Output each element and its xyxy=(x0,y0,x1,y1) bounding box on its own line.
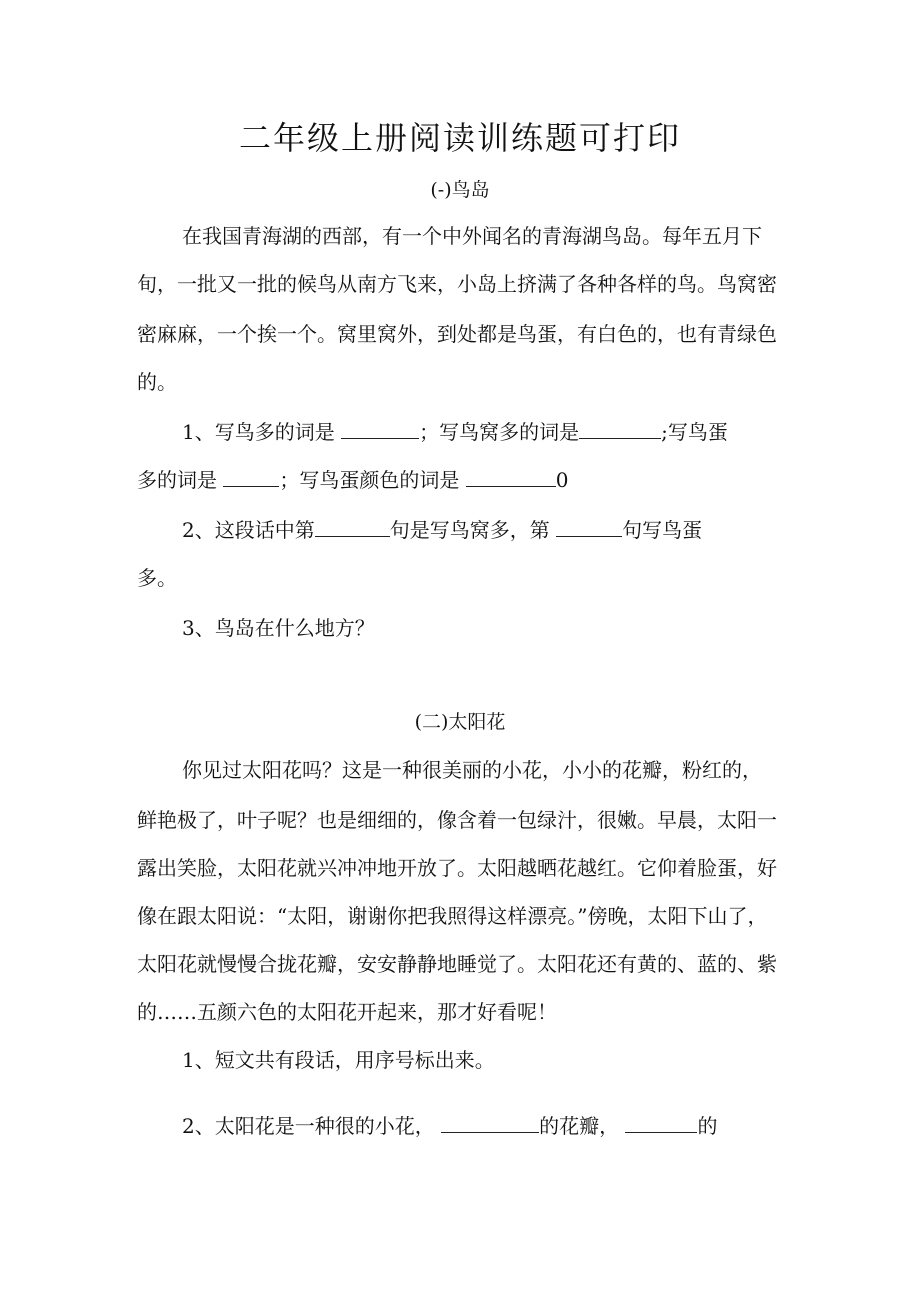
paragraph-line: 露出笑脸，太阳花就兴冲冲地开放了。太阳越晒花越红。它仰着脸蛋，好 xyxy=(137,856,777,880)
question-text: 1、写鸟多的词是 xyxy=(182,420,335,444)
paragraph-line: 你见过太阳花吗？这是一种很美丽的小花，小小的花瓣，粉红的， xyxy=(182,758,762,782)
section-heading-1: (-)鸟岛 xyxy=(430,179,490,201)
question-2 xyxy=(182,518,702,542)
paragraph-line: 密麻麻，一个挨一个。窝里窝外，到处都是鸟蛋，有白色的，也有青绿色 xyxy=(137,322,777,346)
question-text: 0 xyxy=(555,468,569,492)
answer-blank[interactable] xyxy=(315,518,390,537)
paragraph-line: 鲜艳极了，叶子呢？也是细细的，像含着一包绿汁，很嫩。早晨，太阳一 xyxy=(137,808,777,832)
paragraph-line: 在我国青海湖的西部，有一个中外闻名的青海湖鸟岛。每年五月下 xyxy=(182,224,762,248)
question-text: ;写鸟蛋 xyxy=(661,420,728,444)
question-text: 2、太阳花是一种很的小花， xyxy=(182,1114,435,1138)
question-text: 的花瓣， xyxy=(539,1114,620,1138)
question-1 xyxy=(182,420,728,444)
answer-blank[interactable] xyxy=(341,420,419,439)
question-2-continued: 多。 xyxy=(137,566,177,590)
answer-blank[interactable] xyxy=(441,1114,539,1133)
paragraph-line: 的……五颜六色的太阳花开起来，那才好看呢！ xyxy=(137,1000,557,1024)
paragraph-line: 旬，一批又一批的候鸟从南方飞来，小岛上挤满了各种各样的鸟。鸟窝密 xyxy=(137,272,777,296)
question-3: 3、鸟岛在什么地方？ xyxy=(182,616,375,640)
question-text: 2、这段话中第 xyxy=(182,518,315,542)
paragraph-line: 的。 xyxy=(137,370,177,394)
answer-blank[interactable] xyxy=(579,420,661,439)
question-text: 句是写鸟窝多，第 xyxy=(389,518,550,542)
answer-blank[interactable] xyxy=(223,468,279,487)
section-heading-2: (二)太阳花 xyxy=(414,711,506,733)
question-1: 1、短文共有段话，用序号标出来。 xyxy=(182,1048,495,1072)
paragraph-line: 太阳花就慢慢合拢花瓣，安安静静地睡觉了。太阳花还有黄的、蓝的、紫 xyxy=(137,952,777,976)
question-2 xyxy=(182,1114,717,1138)
question-text: 多的词是 xyxy=(137,468,217,492)
answer-blank[interactable] xyxy=(625,1114,697,1133)
question-text: 句写鸟蛋 xyxy=(622,518,703,542)
question-1-continued xyxy=(137,468,568,492)
answer-blank[interactable] xyxy=(466,468,556,487)
page-title: 二年级上册阅读训练题可打印 xyxy=(238,119,681,157)
answer-blank[interactable] xyxy=(556,518,622,537)
paragraph-line: 像在跟太阳说：“太阳，谢谢你把我照得这样漂亮。”傍晚，太阳下山了， xyxy=(137,904,768,928)
question-text: 的 xyxy=(697,1114,718,1138)
question-text: ；写鸟窝多的词是 xyxy=(419,420,580,444)
question-text: ；写鸟蛋颜色的词是 xyxy=(279,468,460,492)
